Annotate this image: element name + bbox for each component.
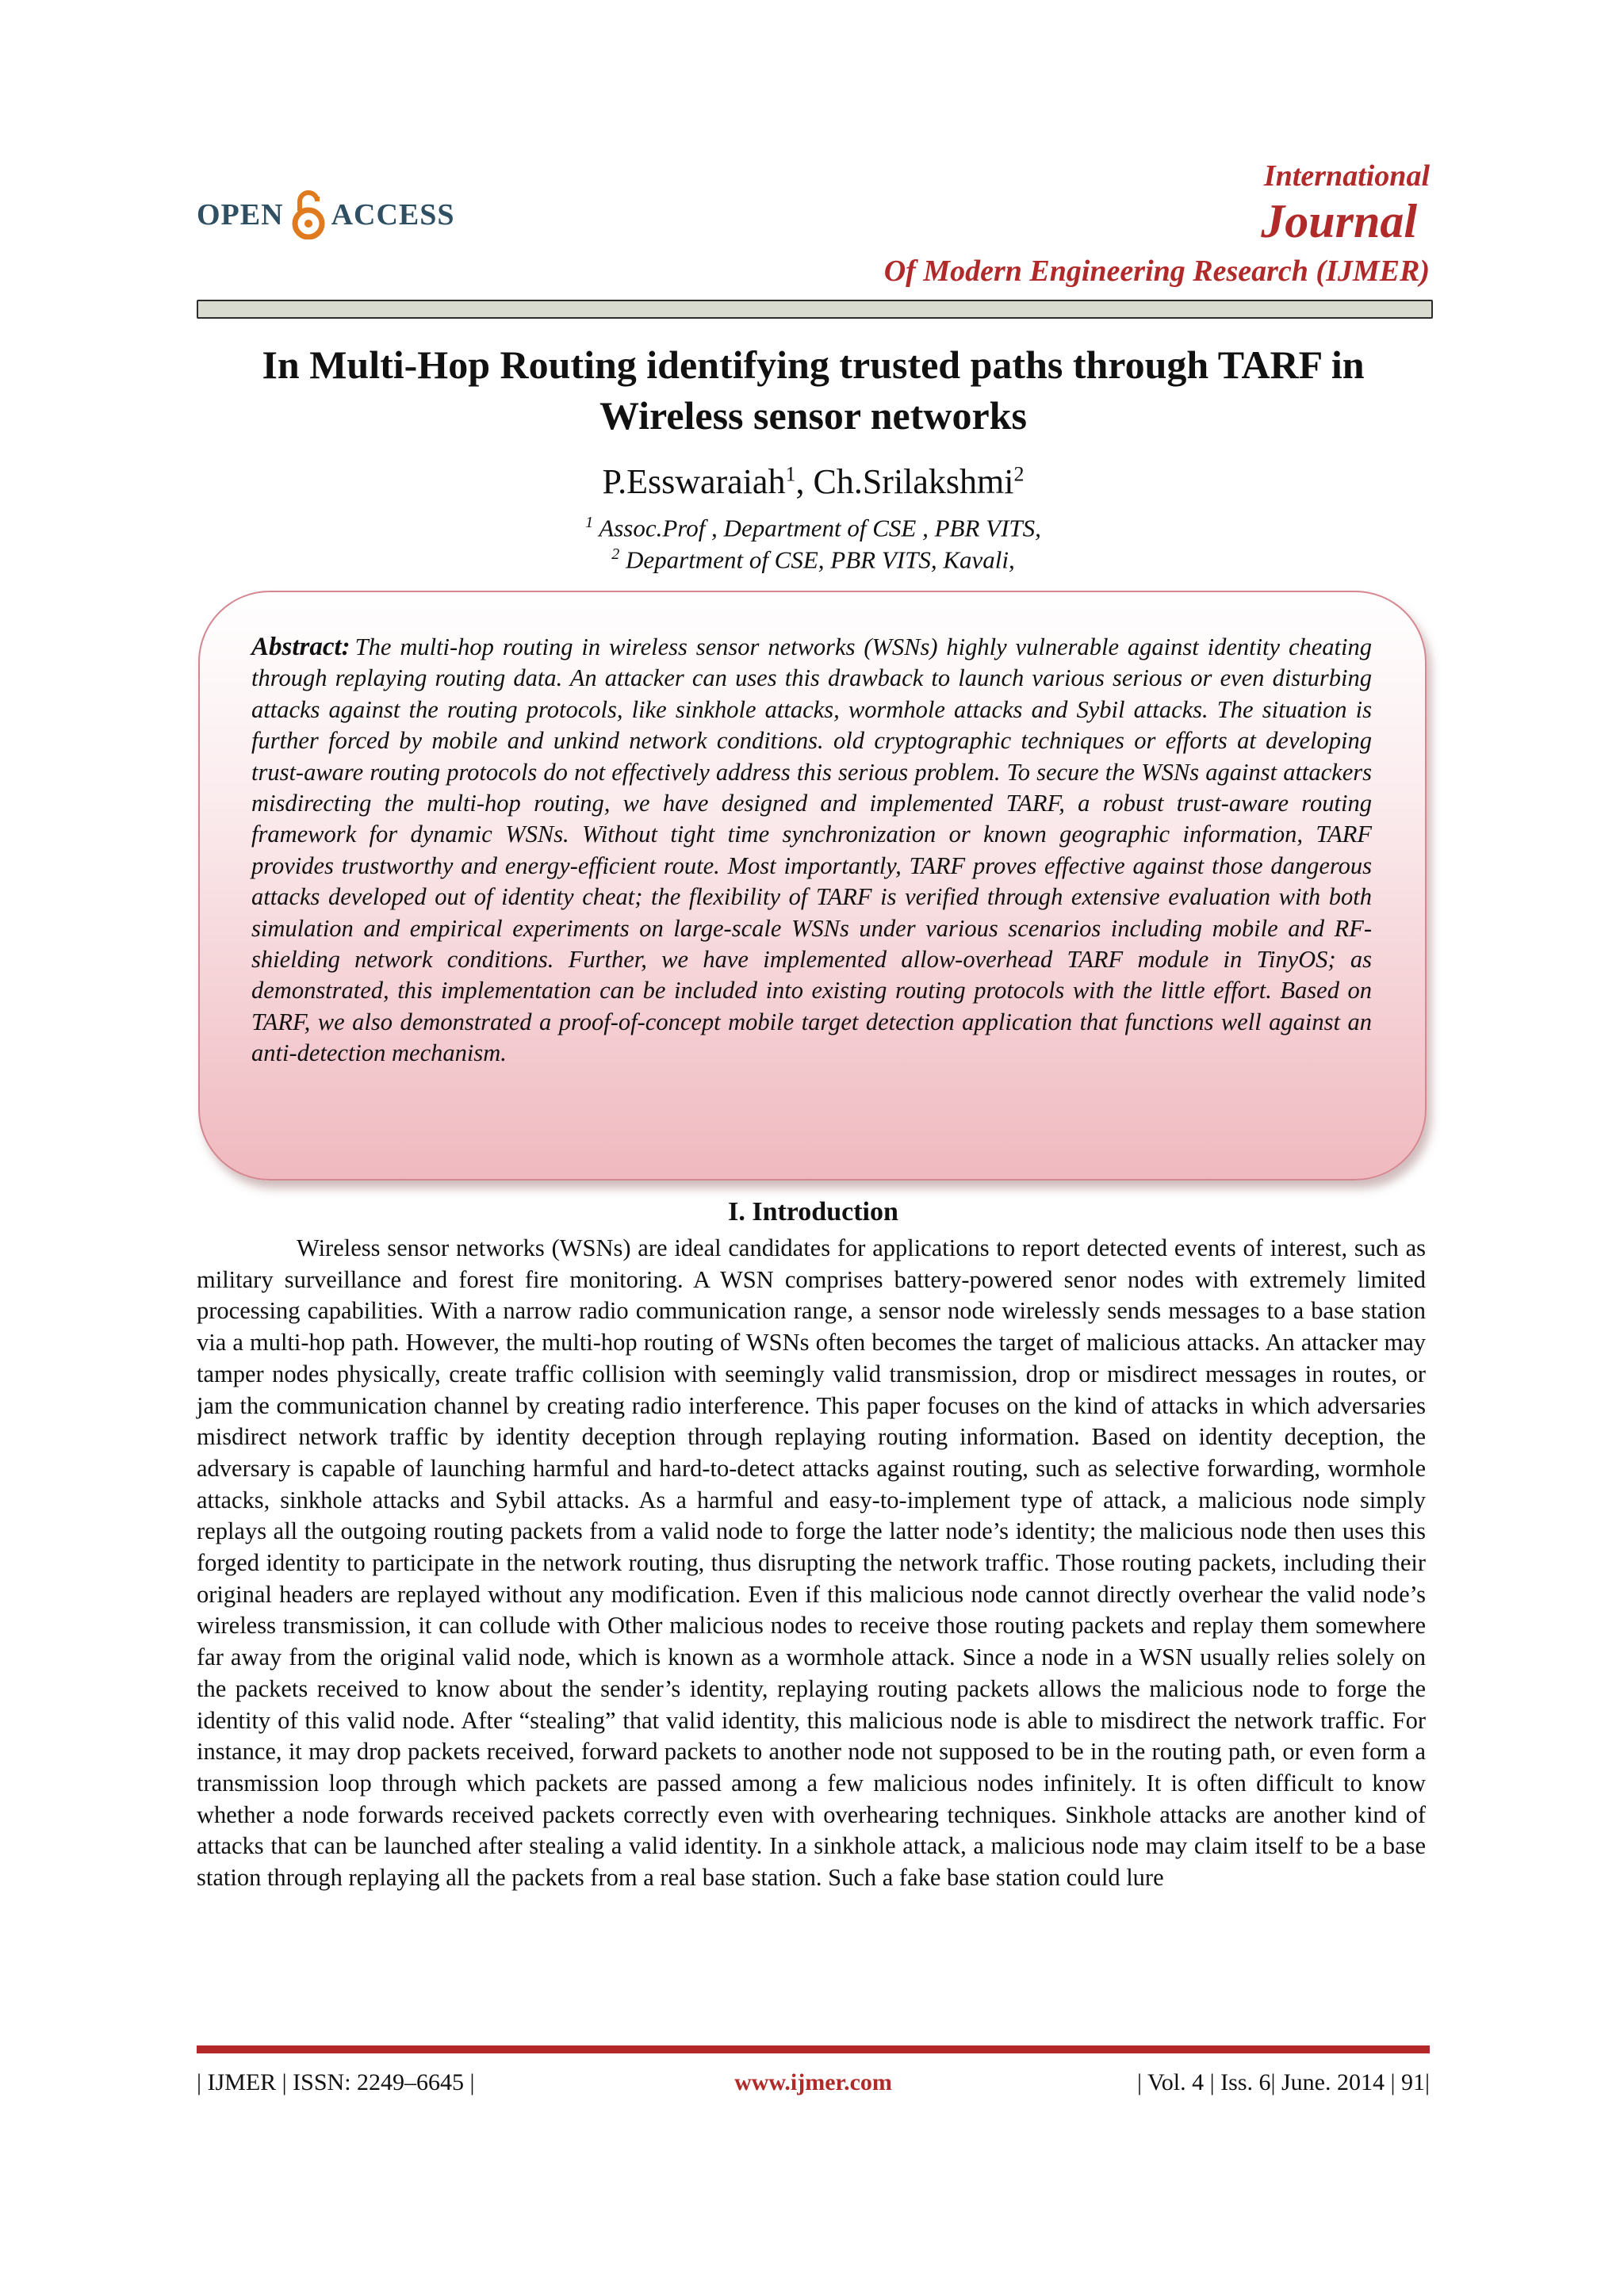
journal-name: [884, 151, 1430, 289]
footer-volume-page: | Vol. 4 | Iss. 6| June. 2014 | 91|: [1137, 2069, 1430, 2095]
affiliation-1-sup: 1: [585, 514, 594, 531]
author-list: [197, 461, 1430, 502]
journal-name-line2: Journal: [1261, 195, 1417, 247]
journal-name-line1: International: [1263, 159, 1430, 193]
abstract-label: Abstract:: [251, 633, 350, 661]
abstract-text: The multi-hop routing in wireless sensor networks (WSNs) highly vulnerable against identity cheating through replaying routing data. An attacker can uses this drawback to launch various serious or even disturbing attacks against the routing protocols, like sinkhole attacks, wormhole attacks and Sybil attacks. The situation is further forced by mobile and unkind network conditions. old cryptographic techniques or efforts at developing trust-aware routing protocols do not effectively address this serious problem. To secure the WSNs against attackers misdirecting the multi-hop routing, we have designed and implemented TARF, a robust trust-aware routing framework for dynamic WSNs. Without tight time synchronization or known geographic information, TARF provides trustworthy and energy-efficient route. Most importantly, TARF proves effective against those dangerous attacks developed out of identity cheat; the flexibility of TARF is verified through extensive evaluation with both simulation and empirical experiments on large-scale WSNs under various scenarios including mobile and RF-shielding network conditions. Further, we have implemented allow-overhead TARF module in TinyOS; as demonstrated, this implementation can be included into existing routing protocols with the little effort. Based on TARF, we also demonstrated a proof-of-concept mobile target detection application that functions well against an anti-detection mechanism.: [251, 633, 1372, 1067]
logo-access-text: ACCESS: [331, 198, 455, 232]
author-1: P.Esswaraiah: [602, 462, 786, 501]
open-access-logo: [197, 190, 455, 239]
author-separator: ,: [795, 462, 814, 501]
abstract: [251, 632, 1372, 1070]
introduction-paragraph: Wireless sensor networks (WSNs) are ideal candidates for applications to report detected events of interest, such as military surveillance and forest fire monitoring. A WSN comprises battery-powered senor nodes with extremely limited processing capabilities. With a narrow radio communication range, a sensor node wirelessly sends messages to a base station via a multi-hop path. However, the multi-hop routing of WSNs often becomes the target of malicious attacks. An attacker may tamper nodes physically, create traffic collision with seemingly valid transmission, drop or misdirect messages in routes, or jam the communication channel by creating radio interference. This paper focuses on the kind of attacks in which adversaries misdirect network traffic by identity deception through replaying routing information. Based on identity deception, the adversary is capable of launching harmful and hard-to-detect attacks against routing, such as selective forwarding, wormhole attacks, sinkhole attacks and Sybil attacks. As a harmful and easy-to-implement type of attack, a malicious node simply replays all the outgoing routing packets from a valid node to forge the latter node’s identity; the malicious node then uses this forged identity to participate in the network routing, thus disrupting the network traffic. Those routing packets, including their original headers are replayed without any modification. Even if this malicious node cannot directly overhear the valid node’s wireless transmission, it can collude with Other malicious nodes to receive those routing packets and replay them somewhere far away from the original valid node, which is known as a wormhole attack. Since a node in a WSN usually relies solely on the packets received to know about the sender’s identity, replaying routing packets allows the malicious node to forge the identity of this valid node. After “stealing” that valid identity, this malicious node is able to misdirect the network traffic. For instance, it may drop packets received, forward packets to another node not supposed to be in the routing path, or even form a transmission loop through which packets are passed among a few malicious nodes infinitely. It is often difficult to know whether a node forwards received packets correctly even with overhearing techniques. Sinkhole attacks are another kind of attacks that can be launched after stealing a valid identity. In a sinkhole attack, a malicious node may claim itself to be a base station through replaying all the packets from a real base station. Such a fake base station could lure: [197, 1234, 1426, 1892]
section-heading-introduction: I. Introduction: [728, 1197, 898, 1226]
affiliation-2-text: Department of CSE, PBR VITS, Kavali,: [619, 545, 1015, 574]
affiliation-1-text: Assoc.Prof , Department of CSE , PBR VITS,: [593, 514, 1041, 542]
paper-title-line1: In Multi-Hop Routing identifying trusted paths through TARF in: [262, 342, 1365, 387]
journal-name-line3: Of Modern Engineering Research (IJMER): [883, 254, 1430, 288]
footer-website-link[interactable]: www.ijmer.com: [734, 2069, 892, 2095]
footer-issn: | IJMER | ISSN: 2249–6645 |: [197, 2069, 475, 2095]
author-1-sup: 1: [785, 462, 796, 486]
journal-header: [197, 151, 1430, 317]
author-2: Ch.Srilakshmi: [813, 462, 1014, 501]
paper-title-line2: Wireless sensor networks: [599, 393, 1027, 438]
header-divider-bar: [197, 300, 1433, 319]
author-2-sup: 2: [1013, 462, 1025, 486]
affiliation-2: [197, 545, 1430, 574]
logo-open-text: OPEN: [197, 198, 284, 232]
page-footer: [197, 2069, 1430, 2101]
affiliation-1: [197, 514, 1430, 542]
footer-rule: [197, 2045, 1430, 2053]
open-lock-icon: [290, 190, 327, 239]
paper-title: [197, 339, 1430, 441]
affiliation-2-sup: 2: [611, 545, 620, 563]
